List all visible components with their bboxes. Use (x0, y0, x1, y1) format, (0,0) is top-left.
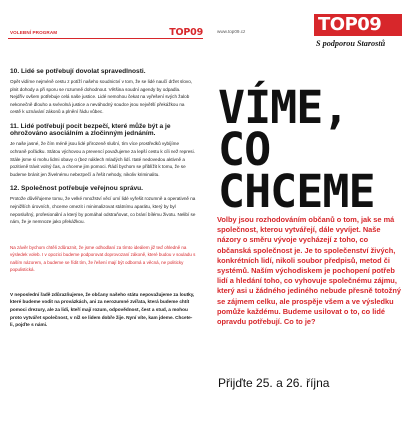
program-label: VOLEBNÍ PROGRAM (10, 30, 58, 35)
section-10 (10, 68, 196, 116)
headline-line-1: VÍME, (218, 81, 349, 134)
section-11 (10, 123, 196, 178)
section-title: 11. Lidé potřebují pocit bezpečí, které může být a je ohrožováno asociálním a zločinným jednáním. (10, 122, 171, 138)
section-body: Opět vidíme nejméně cestu z potíží našeho soudnictví v tom, že se lidé naučí držet slovo, plnit dohody a při sporu se rozumně dohodnout. Většina soudní agendy by odpadla. Nejdřív ovšem potřebuje celá naše justice. Lidé nemohou čekat na vyřešení svých žalob nekonečně dlouho a svévolná justice a neváhodný soudce jsou největší překážkou na cestě k uznávání zákonů a plnění řádu vůbec. (10, 79, 193, 115)
top09-small-logo: TOP09 (169, 27, 203, 38)
headline-line-2: CO (218, 123, 271, 176)
section-body: Je naše jasné, že čím méně jsou lidé přirozeně slušní, tím více prostředků vybíjíme ochraně pořádku. Státou výchovou a prevencí považujeme za lepší cestu k cíli než represi. Stále jsme si mohu lidmi obavy o (bez náklech mladých lidí. Itaté nedovedou aktivně a pozitivně trávit volný čas, a chceme jim pomoci. Řádí bychom se přiblížit k tomu, že se budeme bránit jen živelnému nebezpečí a řešit nehody, nikoliv kriminalitu. (10, 141, 195, 177)
intro-paragraph: Volby jsou rozhodováním občanů o tom, jak se má společnost, kterou vytvářejí, dále vyvíjet. Naše názory o směru vývoje vycházejí z toho, co občanská společnost je. Je to společenství živých, konkrétních lidí, nikoli soubor předpisů, metod či systémů. Naším východiskem je pochopení potřeb lidí a hledání toho, co vyhovuje společnému zájmu, který asi u žádného jediného nebude přesně totožný se zájmem celku, ale prospěje všem a ve výsledku pomůže každému. Budeme usilovat o to, co lidé opravdu potřebují. Co to je? (217, 215, 401, 327)
headline (218, 81, 408, 218)
election-date-cta: Přijďte 25. a 26. října (218, 376, 330, 390)
program-column (10, 68, 196, 329)
section-12 (10, 185, 196, 225)
section-title: 10. Lidé se potřebují dovolat spravedlnosti. (10, 68, 146, 75)
top09-logo (314, 14, 402, 50)
section-title: 12. Společnost potřebuje veřejnou správu. (10, 185, 144, 193)
headline-line-3: CHCEME (218, 165, 375, 218)
website-url[interactable]: www.top09.cz (217, 29, 246, 34)
logo-tagline: S podporou Starostů (316, 39, 386, 48)
closing-bold-note: V neposlední řadě zdůrazňujeme, že občany našeho státu nepovažujeme za loutky, které budeme vodit na provázkách, ani za nerozumné zvířata, která budeme chtít pomoci drezury, ale za lidi, kteří mají rozum, odpovědnost, čest a stud, a mohou proto vytvářet společnost, v níž se lidem dobře žije. Nyní víte, kam jdeme. Chcete-li, pojďte s námi. (10, 291, 195, 328)
left-header (8, 27, 203, 39)
logo-text: TOP09 (318, 14, 382, 35)
header-rule (8, 38, 203, 39)
logo-red-box (314, 14, 402, 36)
section-body: Protože důvěřujeme tomu, že velké množství věcí umí lidé vyřešit rozumně a operativně na nejnižších úrovních, chceme omezit i minimalizovat státnímu aparátu, který by byl neposlušný, profesionální a který by pomáhal odstraňovat, co brání bílému životu. Nelibí se nám, že je nemnoze jako překážkou. (10, 196, 196, 225)
closing-red-note: Na závěr bychom chtěli zdůraznit, že jsme odhodlaní za tímto ideálem již teď ohledně na výsledek voleb. I v opozici budeme podporovat doprovozaní zákoně, které budou v souladu s naším názorem, a budeme se řídit tím, že řešení mají být odborná a věcná, ne politicky populistická. (10, 244, 196, 273)
